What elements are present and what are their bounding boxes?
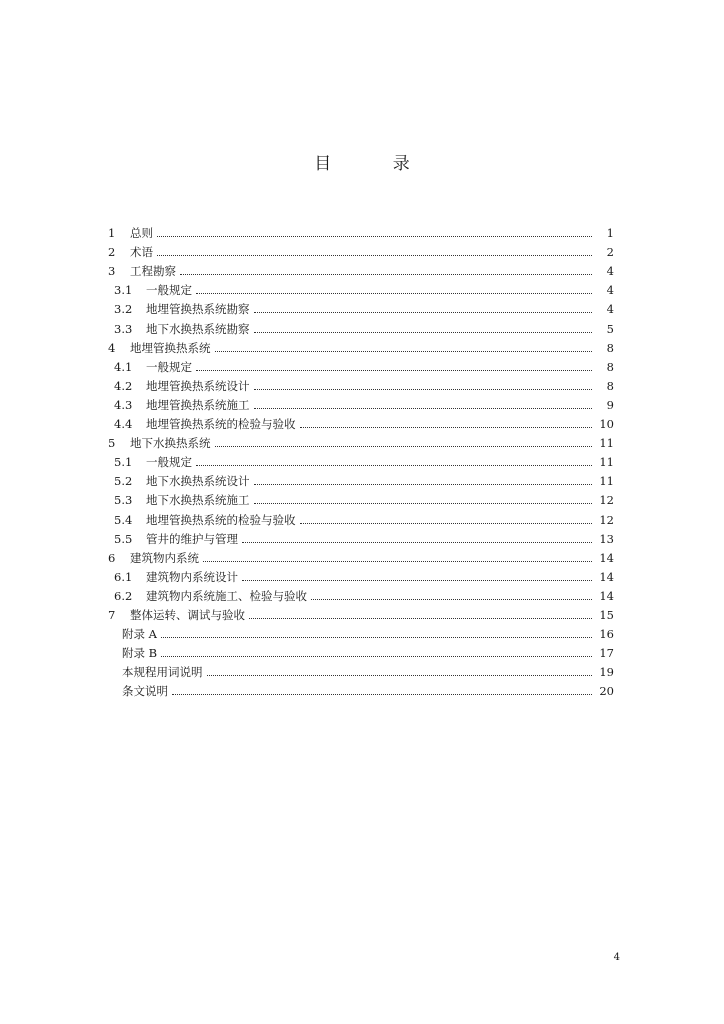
toc-entry-label: 地埋管换热系统的检验与验收 xyxy=(146,512,296,527)
toc-entry xyxy=(108,297,614,316)
toc-entry-label: 一般规定 xyxy=(146,455,192,470)
toc-entry-page: 14 xyxy=(599,550,614,565)
toc-entry-page: 14 xyxy=(599,569,614,584)
toc-entry xyxy=(108,355,614,374)
toc-entry xyxy=(108,622,614,641)
toc-entry-page: 12 xyxy=(599,512,614,527)
toc-entry xyxy=(108,507,614,526)
toc-entry-label: 建筑物内系统 xyxy=(130,550,199,565)
toc-entry-page: 19 xyxy=(599,665,614,680)
toc-dot-leader xyxy=(207,674,593,676)
toc-dot-leader xyxy=(157,254,592,256)
toc-entry-number: 5.4 xyxy=(114,512,133,527)
toc-dot-leader xyxy=(300,426,593,428)
toc-entry-page: 12 xyxy=(599,493,614,508)
toc-dot-leader xyxy=(254,483,593,485)
toc-dot-leader xyxy=(249,617,592,619)
toc-entry xyxy=(108,469,614,488)
toc-entry xyxy=(108,546,614,565)
toc-entry-label: 整体运转、调试与验收 xyxy=(130,607,245,622)
toc-entry-number: 5 xyxy=(108,436,116,451)
toc-entry-label: 地下水换热系统 xyxy=(130,436,211,451)
toc-entry-number: 7 xyxy=(108,607,116,622)
toc-entry-page: 13 xyxy=(599,531,614,546)
toc-dot-leader xyxy=(215,350,593,352)
toc-entry-number: 5.5 xyxy=(114,531,133,546)
toc-entry xyxy=(108,603,614,622)
toc-entry xyxy=(108,488,614,507)
toc-entry-page: 14 xyxy=(599,588,614,603)
toc-entry-label: 本规程用词说明 xyxy=(122,665,203,680)
toc-entry-label: 工程勘察 xyxy=(130,264,176,279)
toc-entry-page: 2 xyxy=(606,245,614,260)
toc-entry xyxy=(108,221,614,240)
toc-entry-number: 5.3 xyxy=(114,493,133,508)
toc-entry-number: 6 xyxy=(108,550,116,565)
toc-entry-number: 3.2 xyxy=(114,302,133,317)
toc-entry-page: 8 xyxy=(606,340,614,355)
toc-entry-page: 20 xyxy=(599,684,614,699)
toc-entry-number: 2 xyxy=(108,245,116,260)
toc-entry-label: 附录 A xyxy=(122,627,157,642)
toc-entry-number: 1 xyxy=(108,226,116,241)
toc-entry xyxy=(108,527,614,546)
toc-entry-label: 总则 xyxy=(130,226,153,241)
toc-entry-page: 11 xyxy=(599,436,614,451)
toc-dot-leader xyxy=(300,522,593,524)
toc-entry-number: 6.1 xyxy=(114,569,133,584)
toc-dot-leader xyxy=(254,388,593,390)
toc-dot-leader xyxy=(196,292,592,294)
toc-entry-page: 1 xyxy=(606,226,614,241)
toc-entry-number: 6.2 xyxy=(114,588,133,603)
toc-entry-label: 地下水换热系统设计 xyxy=(146,474,250,489)
toc-entry-number: 5.1 xyxy=(114,455,133,470)
toc-entry-page: 15 xyxy=(599,607,614,622)
toc-entry-number: 4.3 xyxy=(114,397,133,412)
toc-entry-page: 4 xyxy=(606,283,614,298)
toc-dot-leader xyxy=(254,311,593,313)
toc-entry-number: 5.2 xyxy=(114,474,133,489)
toc-entry-label: 地埋管换热系统设计 xyxy=(146,378,250,393)
toc-entry xyxy=(108,660,614,679)
toc-dot-leader xyxy=(254,331,593,333)
toc-dot-leader xyxy=(180,273,592,275)
toc-entry-page: 4 xyxy=(606,264,614,279)
toc-entry-number: 4.1 xyxy=(114,359,133,374)
page-number: 4 xyxy=(613,952,620,963)
toc-dot-leader xyxy=(161,655,592,657)
toc-dot-leader xyxy=(161,636,592,638)
toc-entry-page: 4 xyxy=(606,302,614,317)
toc-entry-label: 地下水换热系统勘察 xyxy=(146,321,250,336)
toc-dot-leader xyxy=(196,369,592,371)
toc-dot-leader xyxy=(242,579,592,581)
toc-entry-label: 地下水换热系统施工 xyxy=(146,493,250,508)
toc-entry-page: 16 xyxy=(599,627,614,642)
toc-entry-page: 11 xyxy=(599,474,614,489)
toc-dot-leader xyxy=(254,502,593,504)
toc-dot-leader xyxy=(215,445,593,447)
toc-entry-number: 4.2 xyxy=(114,378,133,393)
toc-entry-label: 一般规定 xyxy=(146,359,192,374)
toc-entry-page: 8 xyxy=(606,359,614,374)
toc-entry-label: 建筑物内系统施工、检验与验收 xyxy=(146,588,307,603)
toc-entry xyxy=(108,679,614,698)
toc-entry-label: 管井的维护与管理 xyxy=(146,531,238,546)
toc-entry-number: 3.3 xyxy=(114,321,133,336)
toc-dot-leader xyxy=(157,235,592,237)
toc-entry-label: 条文说明 xyxy=(122,684,168,699)
toc-entry xyxy=(108,565,614,584)
toc-entry-page: 17 xyxy=(599,646,614,661)
page-title: 目 录 xyxy=(314,154,438,174)
toc-entry-label: 术语 xyxy=(130,245,153,260)
toc-entry-label: 附录 B xyxy=(122,646,158,661)
toc-entry xyxy=(108,393,614,412)
toc-entry xyxy=(108,316,614,335)
toc-entry xyxy=(108,641,614,660)
toc-entry xyxy=(108,431,614,450)
toc-entry-label: 地埋管换热系统施工 xyxy=(146,397,250,412)
toc-dot-leader xyxy=(196,464,592,466)
toc-entry xyxy=(108,259,614,278)
toc-entry-number: 4.4 xyxy=(114,417,133,432)
toc-entry-page: 8 xyxy=(606,378,614,393)
toc-entry xyxy=(108,412,614,431)
toc-entry-label: 建筑物内系统设计 xyxy=(146,569,238,584)
toc-entry-number: 3.1 xyxy=(114,283,133,298)
toc-entry xyxy=(108,278,614,297)
toc-entry-label: 一般规定 xyxy=(146,283,192,298)
toc-entry-page: 11 xyxy=(599,455,614,470)
toc-entry-page: 10 xyxy=(599,417,614,432)
toc-entry-page: 5 xyxy=(606,321,614,336)
toc-dot-leader xyxy=(242,541,592,543)
toc-entry-label: 地埋管换热系统勘察 xyxy=(146,302,250,317)
toc-dot-leader xyxy=(172,693,592,695)
toc-entry-page: 9 xyxy=(606,397,614,412)
toc-dot-leader xyxy=(254,407,593,409)
toc-entry xyxy=(108,584,614,603)
toc-entry-number: 3 xyxy=(108,264,116,279)
toc-entry-label: 地埋管换热系统的检验与验收 xyxy=(146,417,296,432)
toc-dot-leader xyxy=(203,560,592,562)
toc-entry xyxy=(108,374,614,393)
table-of-contents xyxy=(108,221,614,698)
toc-entry xyxy=(108,336,614,355)
toc-dot-leader xyxy=(311,598,592,600)
toc-entry-label: 地埋管换热系统 xyxy=(130,340,211,355)
toc-entry-number: 4 xyxy=(108,340,116,355)
toc-entry xyxy=(108,240,614,259)
toc-entry xyxy=(108,450,614,469)
